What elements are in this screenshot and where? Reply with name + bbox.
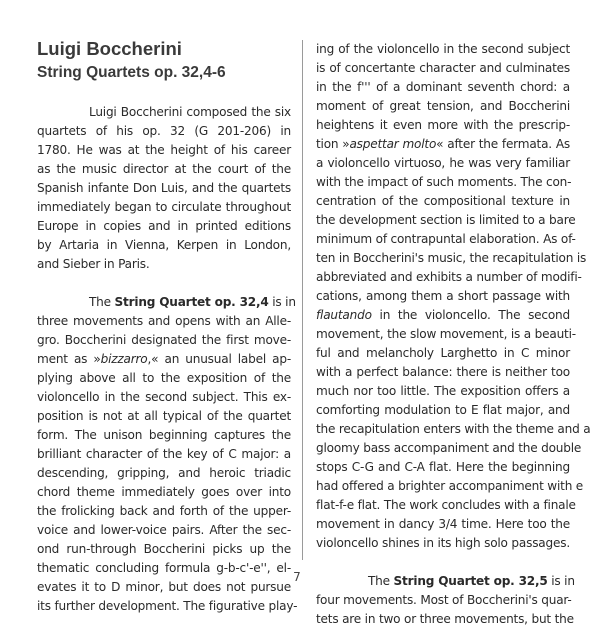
text-line: ing of the violoncello in the second subject [316, 42, 570, 56]
text-line: with a perfect balance: there is neither too [316, 365, 570, 379]
text-line: evates it to D minor, but does not pursue [37, 580, 291, 594]
page-number: 7 [293, 570, 301, 584]
text-line: 1780. He was at the height of his career [37, 143, 291, 157]
text-line: the development section is limited to a bare [316, 213, 576, 227]
text-run: The [368, 574, 394, 588]
text-line: thematic concluding formula g-b-c'-e'', el- [37, 561, 291, 575]
column-divider [302, 40, 303, 560]
text-line: as the music director at the court of the [37, 162, 291, 176]
text-line [316, 306, 570, 325]
text-line: three movements and opens with an Alle- [37, 314, 291, 328]
text-line: ful and melancholy Larghetto in C minor [316, 346, 570, 360]
paragraph-gap [37, 274, 291, 293]
text-line: violoncello shines in its high solo passages. [316, 536, 570, 550]
text-line: movement, the slow movement, is a beauti- [316, 327, 576, 341]
text-line: Spanish infante Don Luis, and the quartets [37, 181, 291, 195]
text-run: is in [268, 295, 296, 309]
text-line: moment of great tension, and Boccherini [316, 99, 570, 113]
text-line: brilliant character of the key of C major: a [37, 447, 291, 461]
work-title: String Quartet op. 32,4 [114, 295, 269, 309]
text-line: is of concertante character and culminates [316, 61, 570, 75]
text-line: gro. Boccherini designated the first move- [37, 333, 291, 347]
text-line: comforting modulation to E flat major, and [316, 403, 570, 417]
text-line: four movements. Most of Boccherini's quar- [316, 593, 572, 607]
text-line [37, 293, 296, 312]
text-line: descending, gripping, and heroic triadic [37, 466, 291, 480]
text-line: tets are in two or three movements, but the [316, 612, 574, 626]
text-line: abbreviated and exhibits a number of modifi- [316, 270, 582, 284]
italic-term: bizzarro [100, 352, 148, 366]
text-line: by Artaria in Vienna, Kerpen in London, [37, 238, 291, 252]
text-run: in the violoncello. The second [371, 308, 570, 322]
text-run: ,« an unusual label ap- [147, 352, 291, 366]
text-line: a violoncello virtuoso, he was very familiar [316, 156, 570, 170]
text-line: in the f''' of a dominant seventh chord: a [316, 80, 570, 94]
text-line: Europe in copies and in printed editions [37, 219, 291, 233]
text-line: form. The unison beginning captures the [37, 428, 291, 442]
text-run: tion » [316, 137, 350, 151]
text-line: with the impact of such moments. The con- [316, 175, 572, 189]
text-line: violoncello in the second subject. This ex- [37, 390, 291, 404]
text-line: heightens it even more with the prescrip- [316, 118, 570, 132]
text-line: minimum of contrapuntal elaboration. As of- [316, 232, 576, 246]
text-line [37, 350, 291, 369]
text-line: immediately began to circulate throughout [37, 200, 291, 214]
text-line [316, 135, 570, 154]
left-column [37, 103, 298, 616]
text-line: much nor too little. The exposition offers a [316, 384, 570, 398]
text-line: position is not at all typical of the quartet [37, 409, 291, 423]
text-line: chord theme immediately goes over into [37, 485, 291, 499]
text-line: cations, among them a short passage with [316, 289, 570, 303]
text-line: voice and lower-voice pairs. After the sec- [37, 523, 291, 537]
text-line: plying above all to the exposition of the [37, 371, 291, 385]
text-line: quartets of his op. 32 (G 201-206) in [37, 124, 291, 138]
text-line: ten in Boccherini's music, the recapitulation is [316, 251, 587, 265]
italic-term: aspettar molto [349, 137, 437, 151]
text-run: ment as » [37, 352, 101, 366]
text-line: gloomy bass accompaniment and the double [316, 441, 582, 455]
text-line: and Sieber in Paris. [37, 257, 150, 271]
text-line: Luigi Boccherini composed the six [89, 105, 291, 119]
italic-term: flautando [316, 308, 372, 322]
text-line: the recapitulation enters with the theme and a [316, 422, 591, 436]
text-line: the frolicking back and forth of the upper- [37, 504, 291, 518]
text-line: movement in dancy 3/4 time. Here too the [316, 517, 570, 531]
work-title: String Quartet op. 32,5 [393, 574, 548, 588]
text-line: centration of the compositional texture in [316, 194, 570, 208]
text-line: flat-f-e flat. The work concludes with a finale [316, 498, 576, 512]
text-line: ond run-through Boccherini picks up the [37, 542, 291, 556]
text-line: its further development. The figurative play- [37, 599, 298, 613]
text-line: had offered a brighter accompaniment with e [316, 479, 584, 493]
text-run: The [89, 295, 115, 309]
right-column [316, 40, 591, 629]
text-run: « after the fermata. As [436, 137, 570, 151]
text-line: stops C-G and C-A flat. Here the beginning [316, 460, 570, 474]
page-subtitle: String Quartets op. 32,4-6 [37, 64, 226, 81]
page-title: Luigi Boccherini [37, 38, 182, 59]
text-run: is in [547, 574, 575, 588]
